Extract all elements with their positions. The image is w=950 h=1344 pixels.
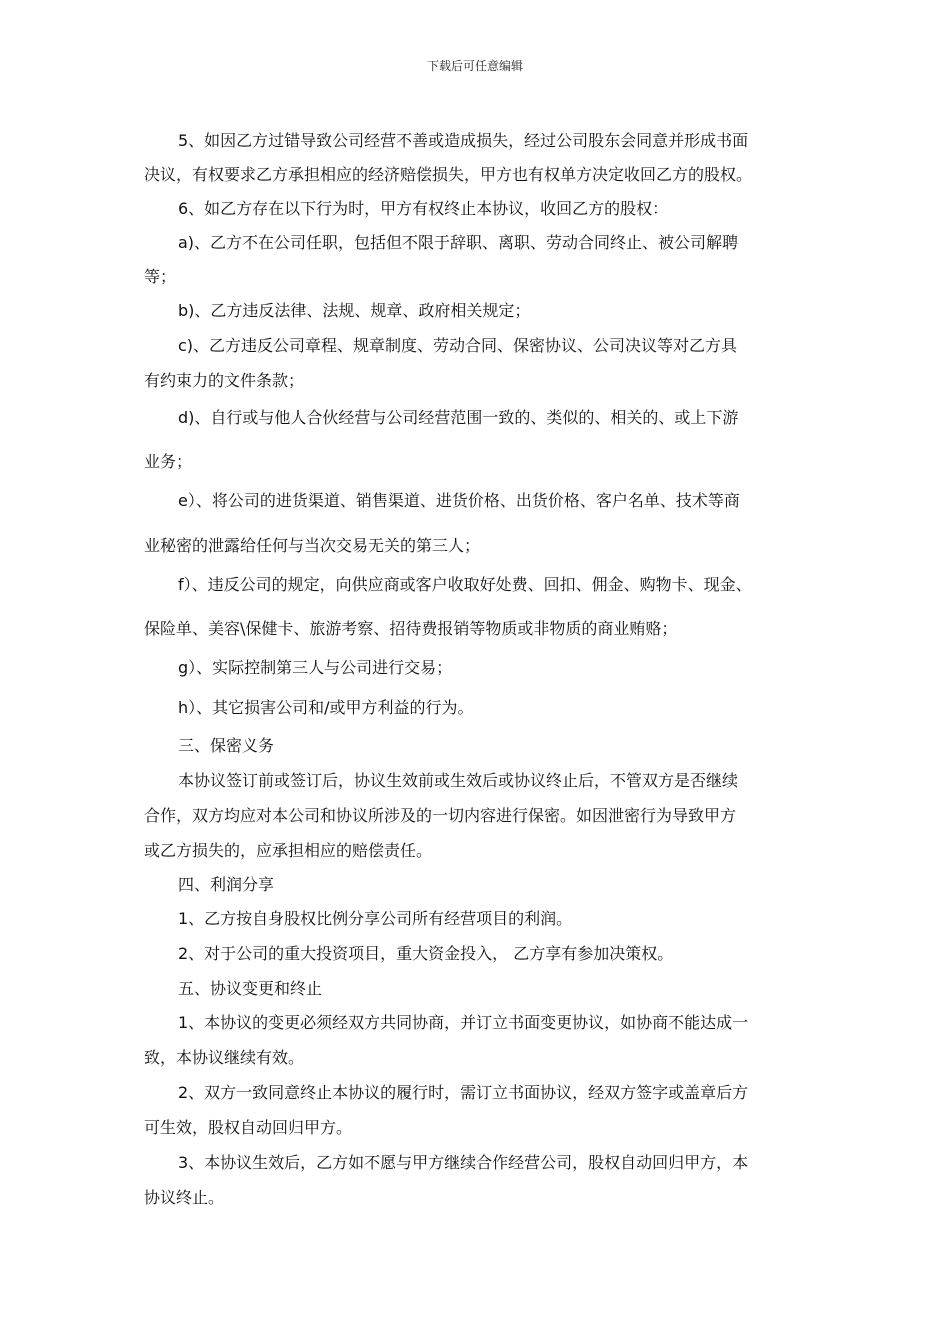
paragraph-line: 2、对于公司的重大投资项目，重大资金投入， 乙方享有参加决策权。 [178,944,674,963]
paragraph-line: 业务； [144,452,193,471]
page-header: 下载后可任意编辑 [426,59,523,73]
paragraph-line: 协议终止。 [144,1188,225,1207]
paragraph-line: 业秘密的泄露给任何与当次交易无关的第三人； [144,536,481,555]
paragraph-line: 三、保密义务 [178,736,275,755]
paragraph-line: 决议，有权要求乙方承担相应的经济赔偿损失，甲方也有权单方决定收回乙方的股权。 [144,165,753,184]
paragraph-line: g）、实际控制第三人与公司进行交易； [178,658,453,677]
paragraph-line: 等； [144,267,177,286]
paragraph-line: e）、将公司的进货渠道、销售渠道、进货价格、出货价格、客户名单、技术等商 [178,491,740,510]
paragraph-line: 保险单、美容\保健卡、旅游考察、招待费报销等物质或非物质的商业贿赂； [144,619,678,638]
paragraph-line: f）、违反公司的规定，向供应商或客户收取好处费、回扣、佣金、购物卡、现金、 [178,575,752,594]
paragraph-line: d)、自行或与他人合伙经营与公司经营范围一致的、类似的、相关的、或上下游 [178,408,739,427]
paragraph-line: 本协议签订前或签订后，协议生效前或生效后或协议终止后，不管双方是否继续 [178,771,739,790]
paragraph-line: h）、其它损害公司和/或甲方利益的行为。 [178,698,474,717]
paragraph-line: 1、乙方按自身股权比例分享公司所有经营项目的利润。 [178,909,573,928]
paragraph-line: a)、乙方不在公司任职，包括但不限于辞职、离职、劳动合同终止、被公司解聘 [178,233,739,252]
paragraph-line: 五、协议变更和终止 [178,979,323,998]
paragraph-line: 致，本协议继续有效。 [144,1048,305,1067]
paragraph-line: 2、双方一致同意终止本协议的履行时，需订立书面协议，经双方签字或盖章后方 [178,1083,749,1102]
paragraph-line: 合作，双方均应对本公司和协议所涉及的一切内容进行保密。如因泄密行为导致甲方 [144,806,737,825]
paragraph-line: 或乙方损失的，应承担相应的赔偿责任。 [144,841,433,860]
paragraph-line: 6、如乙方存在以下行为时，甲方有权终止本协议，收回乙方的股权： [178,199,669,218]
paragraph-line: 四、利润分享 [178,875,275,894]
paragraph-line: b)、乙方违反法律、法规、规章、政府相关规定； [178,301,531,320]
paragraph-line: 3、本协议生效后，乙方如不愿与甲方继续合作经营公司，股权自动回归甲方，本 [178,1153,749,1172]
paragraph-line: c)、乙方违反公司章程、规章制度、劳动合同、保密协议、公司决议等对乙方具 [178,336,738,355]
paragraph-line: 5、如因乙方过错导致公司经营不善或造成损失，经过公司股东会同意并形成书面 [178,131,749,150]
paragraph-line: 可生效，股权自动回归甲方。 [144,1118,353,1137]
paragraph-line: 1、本协议的变更必须经双方共同协商，并订立书面变更协议，如协商不能达成一 [178,1013,749,1032]
paragraph-line: 有约束力的文件条款； [144,371,305,390]
